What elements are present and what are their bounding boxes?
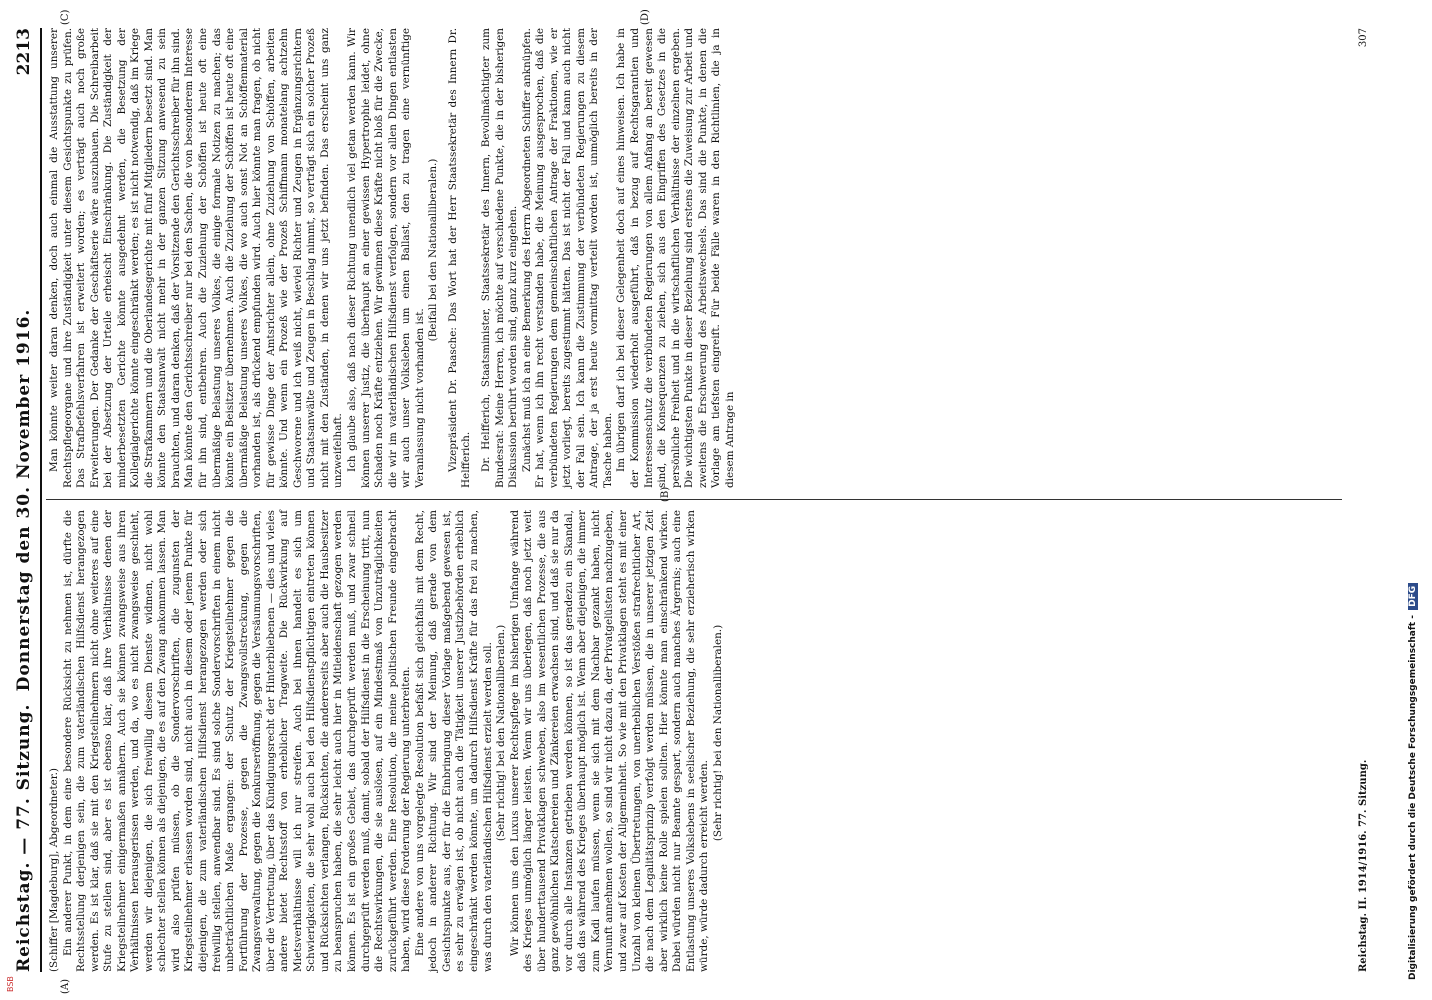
paragraph: Im übrigen darf ich bei dieser Gelegenheit doch auf eines hinweisen. Ich habe in der Kommission wiederholt ausgeführt, daß in bezug auf Rechtsgarantien und Interessenschutz die verbündeten Regierungen von allem Anfang an bereit gewesen sind, die Konsequenzen zu ziehen, sich aus den Eingriffen des Gesetzes in die persönliche Freiheit und in die wirtschaftlichen Verhältnisse der einzelnen ergeben. Die wichtigsten Punkte in dieser Beziehung sind erstens die Zuweisung zur Arbeit und zweitens die Erschwerung des Arbeitswechsels. Das sind die Punkte, in denen die Vorlage am tiefsten eingreift. Für beide Fälle waren in den Richtlinien, die ja in diesem Antrage in (615, 28, 736, 488)
dfg-logo: DFG (1408, 583, 1418, 610)
margin-marker-b: (B) (660, 486, 671, 502)
interjection: (Sehr richtig! bei den Nationalliberalen.) (495, 624, 508, 842)
speaker-intro: Dr. Helfferich, Staatsminister, Staatssekretär des Innern, Bevollmächtigter zum Bundesrat: Meine Herren, ich möchte auf verschiedene Punkte, die in der bisherigen Diskussion berührt worden sind, ganz kurz eingehen. (479, 28, 520, 488)
footer-right: 307 (1358, 28, 1369, 48)
page-header (10, 28, 36, 972)
header-left: Reichstag. — 77. Sitzung. (14, 703, 34, 972)
speaker-intro: Vizepräsident Dr. Paasche: Das Wort hat der Herr Staatssekretär des Innern Dr. Helfferich. (446, 28, 473, 488)
interjection: (Sehr richtig! bei den Nationalliberalen.) (711, 624, 724, 842)
page-number: 2213 (14, 28, 34, 76)
margin-marker-a: (A) (60, 978, 71, 994)
column-divider (46, 499, 1342, 500)
paragraph: Ein anderer Punkt, in dem eine besondere Rücksicht zu nehmen ist, dürfte die Rechtsstellung derjenigen sein, die zum vaterländischen Hilfsdienst herangezogen werden. Es ist klar, daß sie mit den Kriegsteilnehmern nicht ohne weiteres auf eine Stufe zu stellen sind, aber es ist ebenso klar, daß ihre Verhältnisse denen der Kriegsteilnehmer einigermaßen annähern. Auch sie können zwangsweise aus ihren Verhältnissen herausgerissen werden, und da, wo es nicht zwangsweise geschieht, werden wir diejenigen, die sich freiwillig diesem Dienste widmen, nicht wohl schlechter stellen können als diejenigen, die es auf den Zwang ankommen lassen. Man wird also prüfen müssen, ob die Sondervorschriften, die zugunsten der Kriegsteilnehmer erlassen worden sind, nicht auch in diesem oder jenem Punkte für diejenigen, die zum vaterländischen Hilfsdienst herangezogen werden oder sich freiwillig stellen, anwendbar sind. Es sind solche Sondervorschriften in einem nicht unbeträchtlichen Maße ergangen: der Schutz der Kriegsteilnehmer gegen die Fortführung der Prozesse, gegen die Zwangsvollstreckung, gegen die Zwangsverwaltung, gegen die Konkurseröffnung, gegen die Versäumungsvorschriften, über die Vertretung, über das Kündigungsrecht der Hinterbliebenen — dies und vieles andere bietet Rechtsstoff von erheblicher Tragweite. Die Rückwirkung auf Mietsverhältnisse will ich nur streifen. Auch bei ihnen handelt es sich um Schwierigkeiten, die sehr wohl auch bei den Hilfsdienstpflichtigen eintreten können und Rücksichten verlangen, Rücksichten, die andererseits aber auch die Hausbesitzer zu beanspruchen haben, die sehr leicht auch hier in Mitleidenschaft gezogen werden können. Es ist ein großes Gebiet, das durchgeprüft werden muß, und zwar schnell durchgeprüft werden muß, damit, sobald der Hilfsdienst in die Erscheinung tritt, nun die Rechtswirkungen, die sie auslösen, auf ein Mindestmaß von Unzuträglichkeiten zurückgeführt werden. Eine Resolution, die meine politischen Freunde eingebracht haben, wird diese Forderung der Regierung unterbreiten. (61, 510, 413, 972)
margin-marker-d: (D) (640, 9, 651, 25)
stamp-text: Digitalisierung gefördert durch die Deutsche Forschungsgemeinschaft - (1408, 615, 1418, 980)
paragraph: Eine andere von uns vorgelegte Resolution befaßt sich gleichfalls mit dem Recht, jedoch in anderer Richtung. Wir sind der Meinung, daß gerade von dem Gesichtspunkte aus, der für die Einbringung dieser Vorlage maßgebend gewesen ist, es sehr zu erwägen ist, ob nicht auch die Tätigkeit unserer Justizbehörden erheblich eingeschränkt werden könnte, um dadurch Hilfsdienst Kräfte für das frei zu machen, was durch den vaterländischen Hilfsdienst erzielt werden soll. (413, 510, 494, 972)
right-column (48, 28, 1358, 488)
speaker-tag: (Schiffer [Magdeburg], Abgeordneter.) (48, 768, 60, 972)
paragraph: Ich glaube also, daß nach dieser Richtung unendlich viel getan werden kann. Wir können unserer Justiz, die überhaupt an einer gewissen Hypertrophie leidet, ohne Schaden noch Kräfte entziehen. Wir gewinnen diese Kräfte nicht bloß für die Zwecke, die wir im vaterländischen Hilfsdienst verfolgen, sondern vor allen Dingen entlasten wir auch unser Volksleben um einen Ballast, den zu tragen eine vernünftige Veranlassung nicht vorhanden ist. (346, 28, 426, 488)
header-center: Donnerstag den 30. November 1916. (14, 308, 34, 692)
margin-marker-c: (C) (60, 9, 71, 25)
paragraph: Man könnte weiter daran denken, doch auch einmal die Ausstattung unserer Rechtspflegeorgane und ihre Zuständigkeit unter diesem Gesichtspunkte zu prüfen. Das Strafbefehlsverfahren ist erweitert worden; es verträgt auch noch große Erweiterungen. Der Gedanke der Geschäftserie wäre auszubauen. Die Schreibarbeit bei der Absetzung der Urteile erheischt Einschränkung. Die Zuständigkeit der minderbesetzten Gerichte könnte ausgedehnt werden, die Besetzung der Kollegialgerichte könnte eingeschränkt werden; es ist nicht notwendig, daß im Kriege die Strafkammern und die Oberlandesgerichte mit fünf Mitgliedern besetzt sind. Man könnte den Staatsanwalt nicht mehr in der ganzen Sitzung anwesend zu sein brauchten, und daran denken, daß der Vorsitzende den Gerichtsschreiber für ihn sind. Man könnte den Gerichtsschreiber nur bei den Sachen, die von besonderem Interesse für ihn sind, entbehren. Auch die Zuziehung der Schöffen ist heute oft eine übermäßige Belastung unseres Volkes, die einige formale Notizen zu machen; das könnte ein Beisitzer übernehmen. Auch die Zuziehung der Schöffen ist heute oft eine übermäßige Belastung unseres Volkes, die wo auch sonst Not an Schöffenmaterial vorhanden ist, als drückend empfunden wird. Auch hier könnte man fragen, ob nicht für gewisse Dinge der Amtsrichter allein, ohne Zuziehung von Schöffen, arbeiten könnte. Und wenn ein Prozeß wie der Prozeß Schiffmann monatelang achtzehn Geschworene und ich weiß nicht, wieviel Richter und Zeugen in Ergänzungsrichtern und Staatsanwälte und Zeugen in Beschlag nimmt, so verträgt sich ein solcher Prozeß nicht mit den Zuständen, in denen wir uns jetzt befinden. Das erscheint uns ganz unzweifelhaft. (48, 28, 345, 488)
paragraph: Zunächst muß ich an eine Bemerkung des Herrn Abgeordneten Schiffer anknüpfen. Er hat, wenn ich ihn recht verstanden habe, die Meinung ausgesprochen, daß die verbündeten Regierungen dem gemeinschaftlichen Antrage der Fraktionen, wie er jetzt vorliegt, bereits zugestimmt hätten. Das ist nicht der Fall und kann auch nicht der Fall sein. Ich kann die Zustimmung der verbündeten Regierungen zu diesem Antrage, der ja erst heute vormittag verteilt worden ist, unmöglich bereits in der Tasche haben. (520, 28, 614, 488)
interjection: (Beifall bei den Nationalliberalen.) (427, 158, 440, 342)
left-column (48, 510, 1358, 972)
footer-left: Reichstag. II. 1914/1916. 77. Sitzung. (1358, 759, 1369, 972)
digitization-stamp (1408, 583, 1418, 980)
bsb-logo: BSB (6, 976, 15, 992)
paragraph: Wir können uns den Luxus unserer Rechtspflege im bisherigen Umfange während des Krieges unmöglich länger leisten. Wenn wir uns überlegen, daß noch jetzt weit über hunderttausend Privatklagen schweben, also im wesentlichen Prozesse, die aus ganz gewöhnlichen Klatschereien und Zänkereien erwachsen sind, und daß sie nur da vor durch alle Instanzen getrieben werden können, so ist das geradezu ein Skandal, daß das während des Krieges überhaupt möglich ist. Wenn aber diejenigen, die immer zum Kadi laufen müssen, wenn sie sich mit dem Nachbar gezankt haben, nicht Vernunft annehmen wollen, so sind wir nicht dazu da, der Privatgelüsten nachzugeben, und zwar auf Kosten der Allgemeinheit. So wie mit den Privatklagen steht es mit einer Unzahl von kleinen Übertretungen, von unerheblichen Verstößen strafrechtlicher Art, die nach dem Legalitätsprinzip verfolgt werden müssen, die in unserer jetzigen Zeit aber wirklich keine Rolle spielen sollten. Hier könnte man einschränkend wirken. Dabei würden nicht nur Beamte gespart, sondern auch manches Ärgernis; auch eine Entlastung unseres Volkslebens in seelischer Beziehung, die sehr erzieherisch wirken würde, würde dadurch erreicht werden. (508, 510, 711, 972)
header-rule (40, 28, 42, 972)
